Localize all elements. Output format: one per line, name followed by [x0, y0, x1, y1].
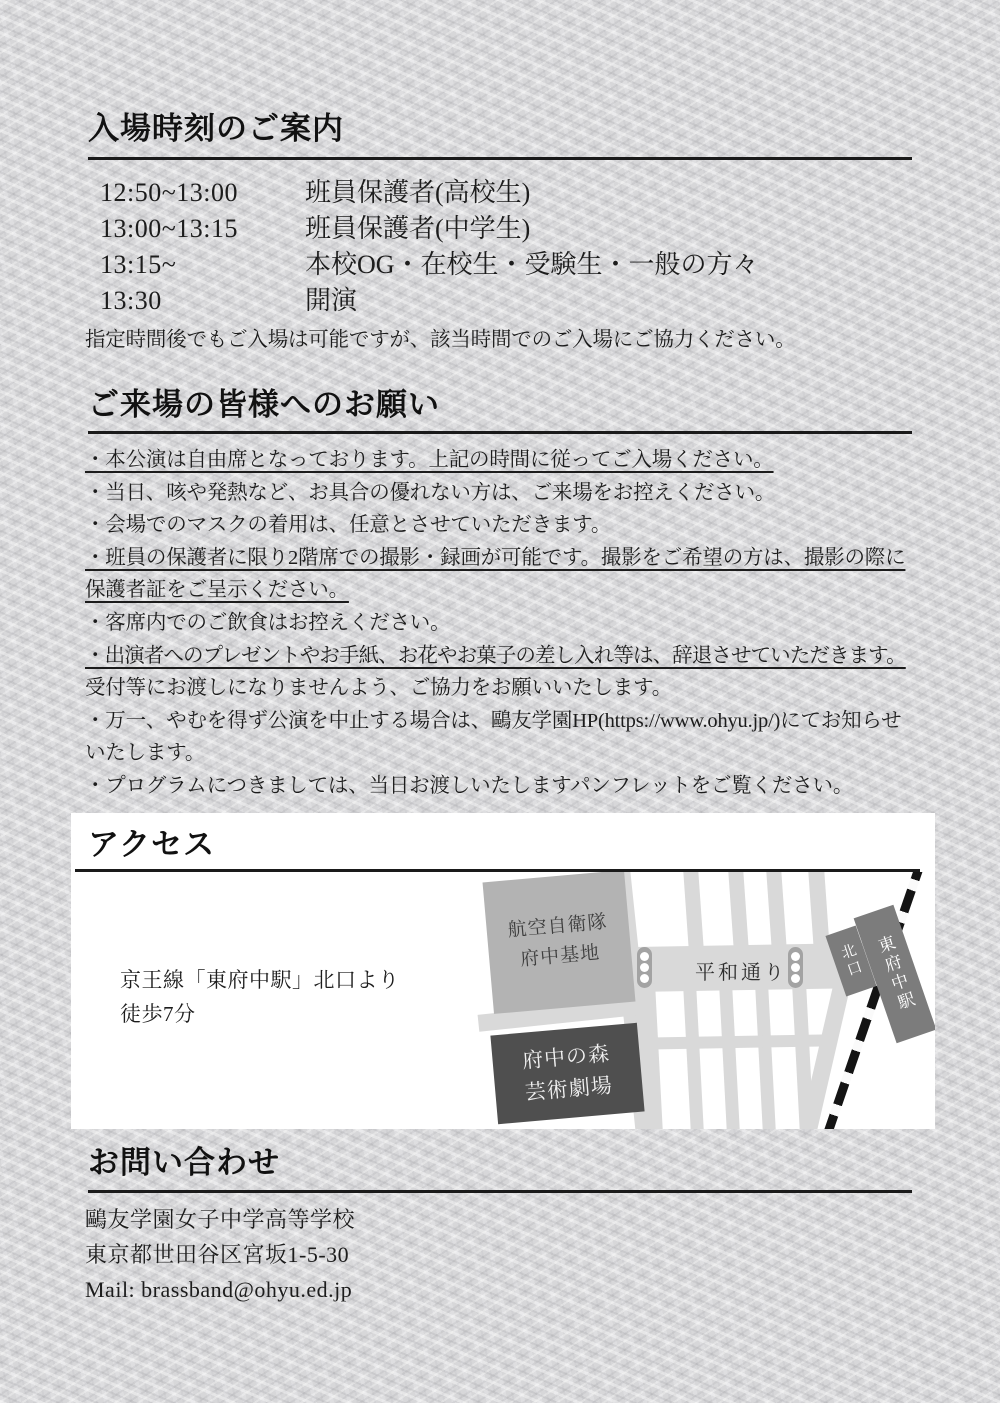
map-theater-label-line2: 芸術劇場 [524, 1073, 614, 1105]
schedule-time: 13:00~13:15 [100, 214, 239, 243]
entry-schedule [100, 175, 759, 319]
access-map [440, 872, 935, 1129]
schedule-row [100, 175, 759, 211]
access-walk-text [120, 963, 400, 1031]
map-road-south-2 [683, 984, 704, 1129]
access-walk-line2: 徒歩7分 [120, 1002, 196, 1026]
schedule-label: 本校OG・在校生・受験生・一般の方々 [305, 250, 759, 279]
schedule-label: 班員保護者(高校生) [305, 178, 531, 207]
entry-note: 指定時間後でもご入場は可能ですが、該当時間でのご入場にご協力ください。 [85, 329, 796, 351]
map-north-exit-label: 北口 [837, 941, 865, 981]
requests-divider [88, 431, 912, 434]
contact-info [85, 1202, 355, 1307]
requests-list [85, 444, 913, 803]
contact-divider [88, 1190, 912, 1193]
request-item: ・当日、咳や発熱など、お具合の優れない方は、ご来場をお控えください。 [85, 481, 776, 504]
entry-times-divider [88, 157, 912, 160]
request-item: ・プログラムにつきましては、当日お渡しいたしますパンフレットをご覧ください。 [85, 774, 854, 797]
map-street-label: 平和通り [695, 962, 787, 984]
map-theater-label-line1: 府中の森 [521, 1041, 611, 1073]
access-walk-line1: 京王線「東府中駅」北口より [120, 968, 400, 992]
request-item: ・万一、やむを得ず公演を中止する場合は、鷗友学園HP(https://www.ohyu.jp/)にてお知らせいたします。 [85, 709, 902, 765]
contact-school-name: 鷗友学園女子中学高等学校 [85, 1207, 356, 1232]
schedule-time: 12:50~13:00 [100, 178, 239, 207]
map-traffic-signal-east [788, 947, 803, 988]
schedule-label: 開演 [305, 286, 358, 315]
schedule-row [100, 247, 759, 283]
map-airbase-label-line2: 府中基地 [519, 942, 602, 971]
map-road-north-3 [766, 872, 787, 952]
request-item: 受付等にお渡しになりませんよう、ご協力をお願いいたします。 [85, 677, 673, 700]
map-road-north-2 [728, 872, 749, 952]
schedule-time: 13:30 [100, 286, 162, 315]
request-item: ・出演者へのプレゼントやお手紙、お花やお菓子の差し入れ等は、辞退させていただきます。 [85, 644, 906, 667]
contact-address: 東京都世田谷区宮坂1-5-30 [85, 1242, 350, 1267]
map-traffic-signal-west [637, 947, 652, 988]
access-title: アクセス [88, 827, 216, 862]
map-theater-block [490, 1023, 644, 1124]
map-station-label: 東府中駅 [872, 933, 918, 1015]
entry-times-title: 入場時刻のご案内 [88, 111, 344, 146]
map-airbase-block [483, 872, 636, 1014]
request-item: ・会場でのマスクの着用は、任意とさせていただきます。 [85, 514, 612, 537]
map-airbase-label-line1: 航空自衛隊 [506, 911, 609, 942]
contact-title: お問い合わせ [88, 1145, 280, 1180]
map-road-south-4 [755, 984, 776, 1129]
request-item: ・本公演は自由席となっております。上記の時間に従ってご入場ください。 [85, 449, 774, 471]
contact-email: Mail: brassband@ohyu.ed.jp [85, 1277, 353, 1302]
request-item: ・客席内でのご飲食はお控えください。 [85, 611, 451, 634]
requests-title: ご来場の皆様へのお願い [88, 387, 440, 422]
schedule-label: 班員保護者(中学生) [305, 214, 531, 243]
map-road-north-1 [683, 872, 704, 952]
schedule-row [100, 283, 759, 319]
request-item: ・班員の保護者に限り2階席での撮影・録画が可能です。撮影をご希望の方は、撮影の際に保護者証をご呈示ください。 [85, 546, 906, 602]
schedule-row [100, 211, 759, 247]
map-road-south-3 [719, 984, 740, 1129]
schedule-time: 13:15~ [100, 250, 177, 279]
access-panel [71, 813, 935, 1129]
